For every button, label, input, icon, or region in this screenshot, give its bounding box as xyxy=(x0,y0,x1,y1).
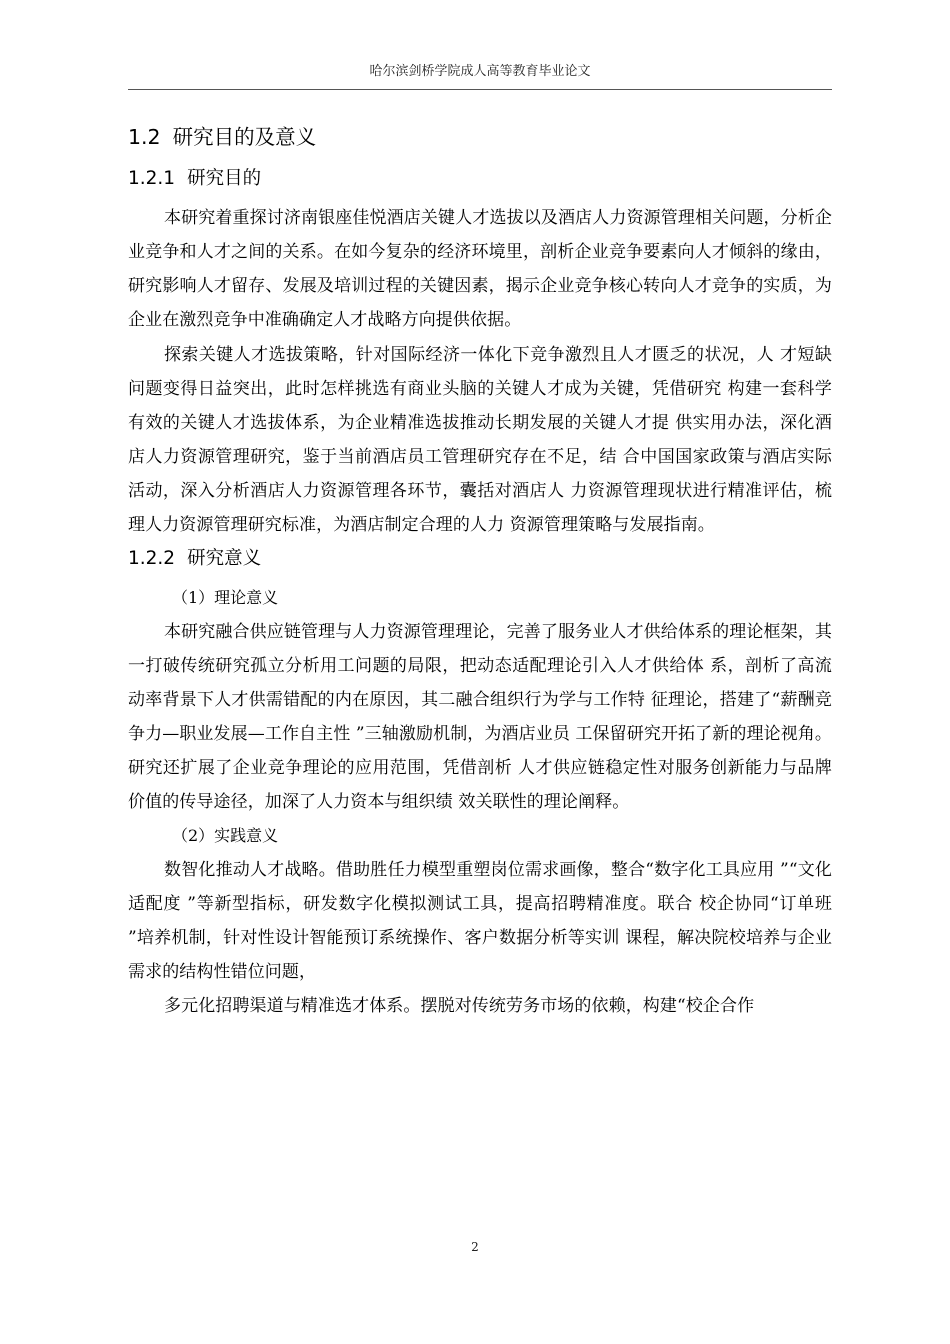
body-paragraph: 数智化推动人才战略。借助胜任力模型重塑岗位需求画像，整合“数字化工具应用 ”“文化适配度 ”等新型指标，研发数字化模拟测试工具，提高招聘精准度。联合 校企协同“订单班 ”培养机制，针对性设计智能预订系统操作、客户数据分析等实训 课程，解决院校培养与企业需求的结构性错位问题， xyxy=(128,860,832,982)
section-heading-1-2-1 xyxy=(128,164,832,194)
body-paragraph: 多元化招聘渠道与精准选才体系。摆脱对传统劳务市场的依赖，构建“校企合作 xyxy=(164,996,755,1016)
section-title: 研究目的及意义 xyxy=(172,125,317,149)
section-heading-1-2 xyxy=(128,122,832,152)
body-paragraph: 探索关键人才选拔策略，针对国际经济一体化下竞争激烈且人才匮乏的状况，人 才短缺问题变得日益突出，此时怎样挑选有商业头脑的关键人才成为关键，凭借研究 构建一套科学有效的关键人才选拔体系，为企业精准选拔推动长期发展的关键人才提 供实用办法，深化酒店人力资源管理研究，鉴于当前酒店员工管理研究存在不足，结 合中国国家政策与酒店实际活动，深入分析酒店人力资源管理各环节，囊括对酒店人 力资源管理现状进行精准评估，梳理人力资源管理研究标准，为酒店制定合理的人力 资源管理策略与发展指南。 xyxy=(128,345,832,535)
body-paragraph: 本研究着重探讨济南银座佳悦酒店关键人才选拔以及酒店人力资源管理相关问题，分析企业竞争和人才之间的关系。在如今复杂的经济环境里，剖析企业竞争要素向人才倾斜的缘由，研究影响人才留存、发展及培训过程的关键因素，揭示企业竞争核心转向人才竞争的实质，为企业在激烈竞争中准确确定人才战略方向提供依据。 xyxy=(128,208,832,330)
section-number: 1.2.2 xyxy=(128,548,176,569)
section-number: 1.2.1 xyxy=(128,168,176,189)
running-header: 哈尔滨剑桥学院成人高等教育毕业论文 xyxy=(369,64,591,79)
section-heading-1-2-2 xyxy=(128,544,832,574)
section-number: 1.2 xyxy=(128,125,161,149)
subheading-practice: （2）实践意义 xyxy=(172,826,279,845)
section-title: 研究意义 xyxy=(187,548,262,569)
section-title: 研究目的 xyxy=(187,168,262,189)
subheading-theory: （1）理论意义 xyxy=(172,588,279,607)
page-body xyxy=(128,122,832,1023)
header-divider xyxy=(128,89,832,90)
page-number: 2 xyxy=(471,1240,479,1254)
body-paragraph: 本研究融合供应链管理与人力资源管理理论，完善了服务业人才供给体系的理论框架，其一打破传统研究孤立分析用工问题的局限，把动态适配理论引入人才供给体 系，剖析了高流动率背景下人才供需错配的内在原因，其二融合组织行为学与工作特 征理论，搭建了“薪酬竞争力—职业发展—工作自主性 ”三轴激励机制，为酒店业员 工保留研究开拓了新的理论视角。研究还扩展了企业竞争理论的应用范围，凭借剖析 人才供应链稳定性对服务创新能力与品牌价值的传导途径，加深了人力资本与组织绩 效关联性的理论阐释。 xyxy=(128,622,832,812)
